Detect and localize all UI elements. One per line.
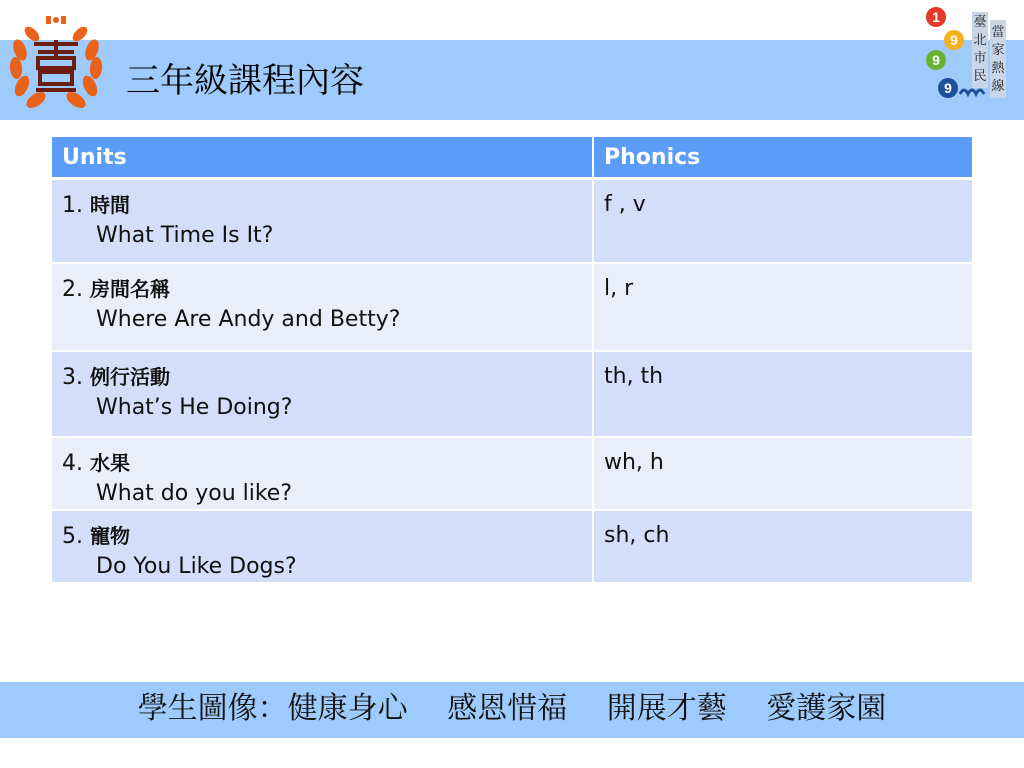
- unit-number: 1.: [62, 193, 83, 218]
- unit-chinese-title: 時間: [90, 193, 130, 217]
- svg-text:市: 市: [973, 51, 987, 66]
- table-row: [52, 351, 972, 437]
- phonics-cell: th, th: [593, 351, 972, 437]
- svg-text:9: 9: [932, 52, 940, 68]
- unit-cell: [52, 263, 593, 351]
- unit-cell: [52, 351, 593, 437]
- unit-cell: [52, 179, 593, 263]
- column-header-phonics: Phonics: [593, 137, 972, 179]
- slide-title: 三年級課程內容: [126, 61, 364, 101]
- unit-cell: [52, 437, 593, 510]
- svg-text:9: 9: [950, 32, 958, 48]
- svg-text:1: 1: [932, 9, 940, 25]
- table-row: [52, 179, 972, 263]
- svg-text:9: 9: [944, 80, 952, 96]
- unit-number: 4.: [62, 450, 83, 476]
- svg-text:當: 當: [991, 25, 1005, 40]
- phonics-cell: sh, ch: [593, 510, 972, 583]
- unit-english-title: What’s He Doing?: [96, 394, 293, 420]
- student-profile-motto: 學生圖像：健康身心 感恩惜福 開展才藝 愛護家園: [137, 691, 887, 726]
- unit-english-title: Where Are Andy and Betty?: [96, 306, 401, 332]
- taipei-1999-hotline-logo: [920, 4, 1012, 104]
- unit-english-title: What Time Is It?: [96, 223, 274, 248]
- unit-number: 5.: [62, 523, 83, 549]
- unit-english-title: Do You Like Dogs?: [96, 553, 297, 579]
- svg-text:臺: 臺: [973, 15, 987, 30]
- phonics-cell: l, r: [593, 263, 972, 351]
- unit-chinese-title: 房間名稱: [90, 276, 170, 301]
- phonics-cell: wh, h: [593, 437, 972, 510]
- school-emblem-icon: [6, 10, 106, 114]
- svg-text:民: 民: [973, 69, 987, 84]
- unit-cell: [52, 510, 593, 583]
- unit-english-title: What do you like?: [96, 480, 293, 506]
- table-row: [52, 263, 972, 351]
- unit-number: 3.: [62, 364, 83, 390]
- svg-text:熱: 熱: [991, 61, 1005, 76]
- unit-chinese-title: 水果: [90, 450, 130, 475]
- phonics-cell: f , v: [593, 179, 972, 263]
- curriculum-table: [52, 137, 972, 584]
- table-row: [52, 510, 972, 583]
- svg-text:線: 線: [991, 79, 1005, 94]
- table-row: [52, 437, 972, 510]
- column-header-units: Units: [52, 137, 593, 179]
- unit-number: 2.: [62, 276, 83, 302]
- svg-text:北: 北: [973, 33, 987, 48]
- svg-text:家: 家: [991, 43, 1005, 58]
- unit-chinese-title: 例行活動: [90, 364, 170, 389]
- table-header-row: [52, 137, 972, 179]
- unit-chinese-title: 寵物: [90, 523, 130, 548]
